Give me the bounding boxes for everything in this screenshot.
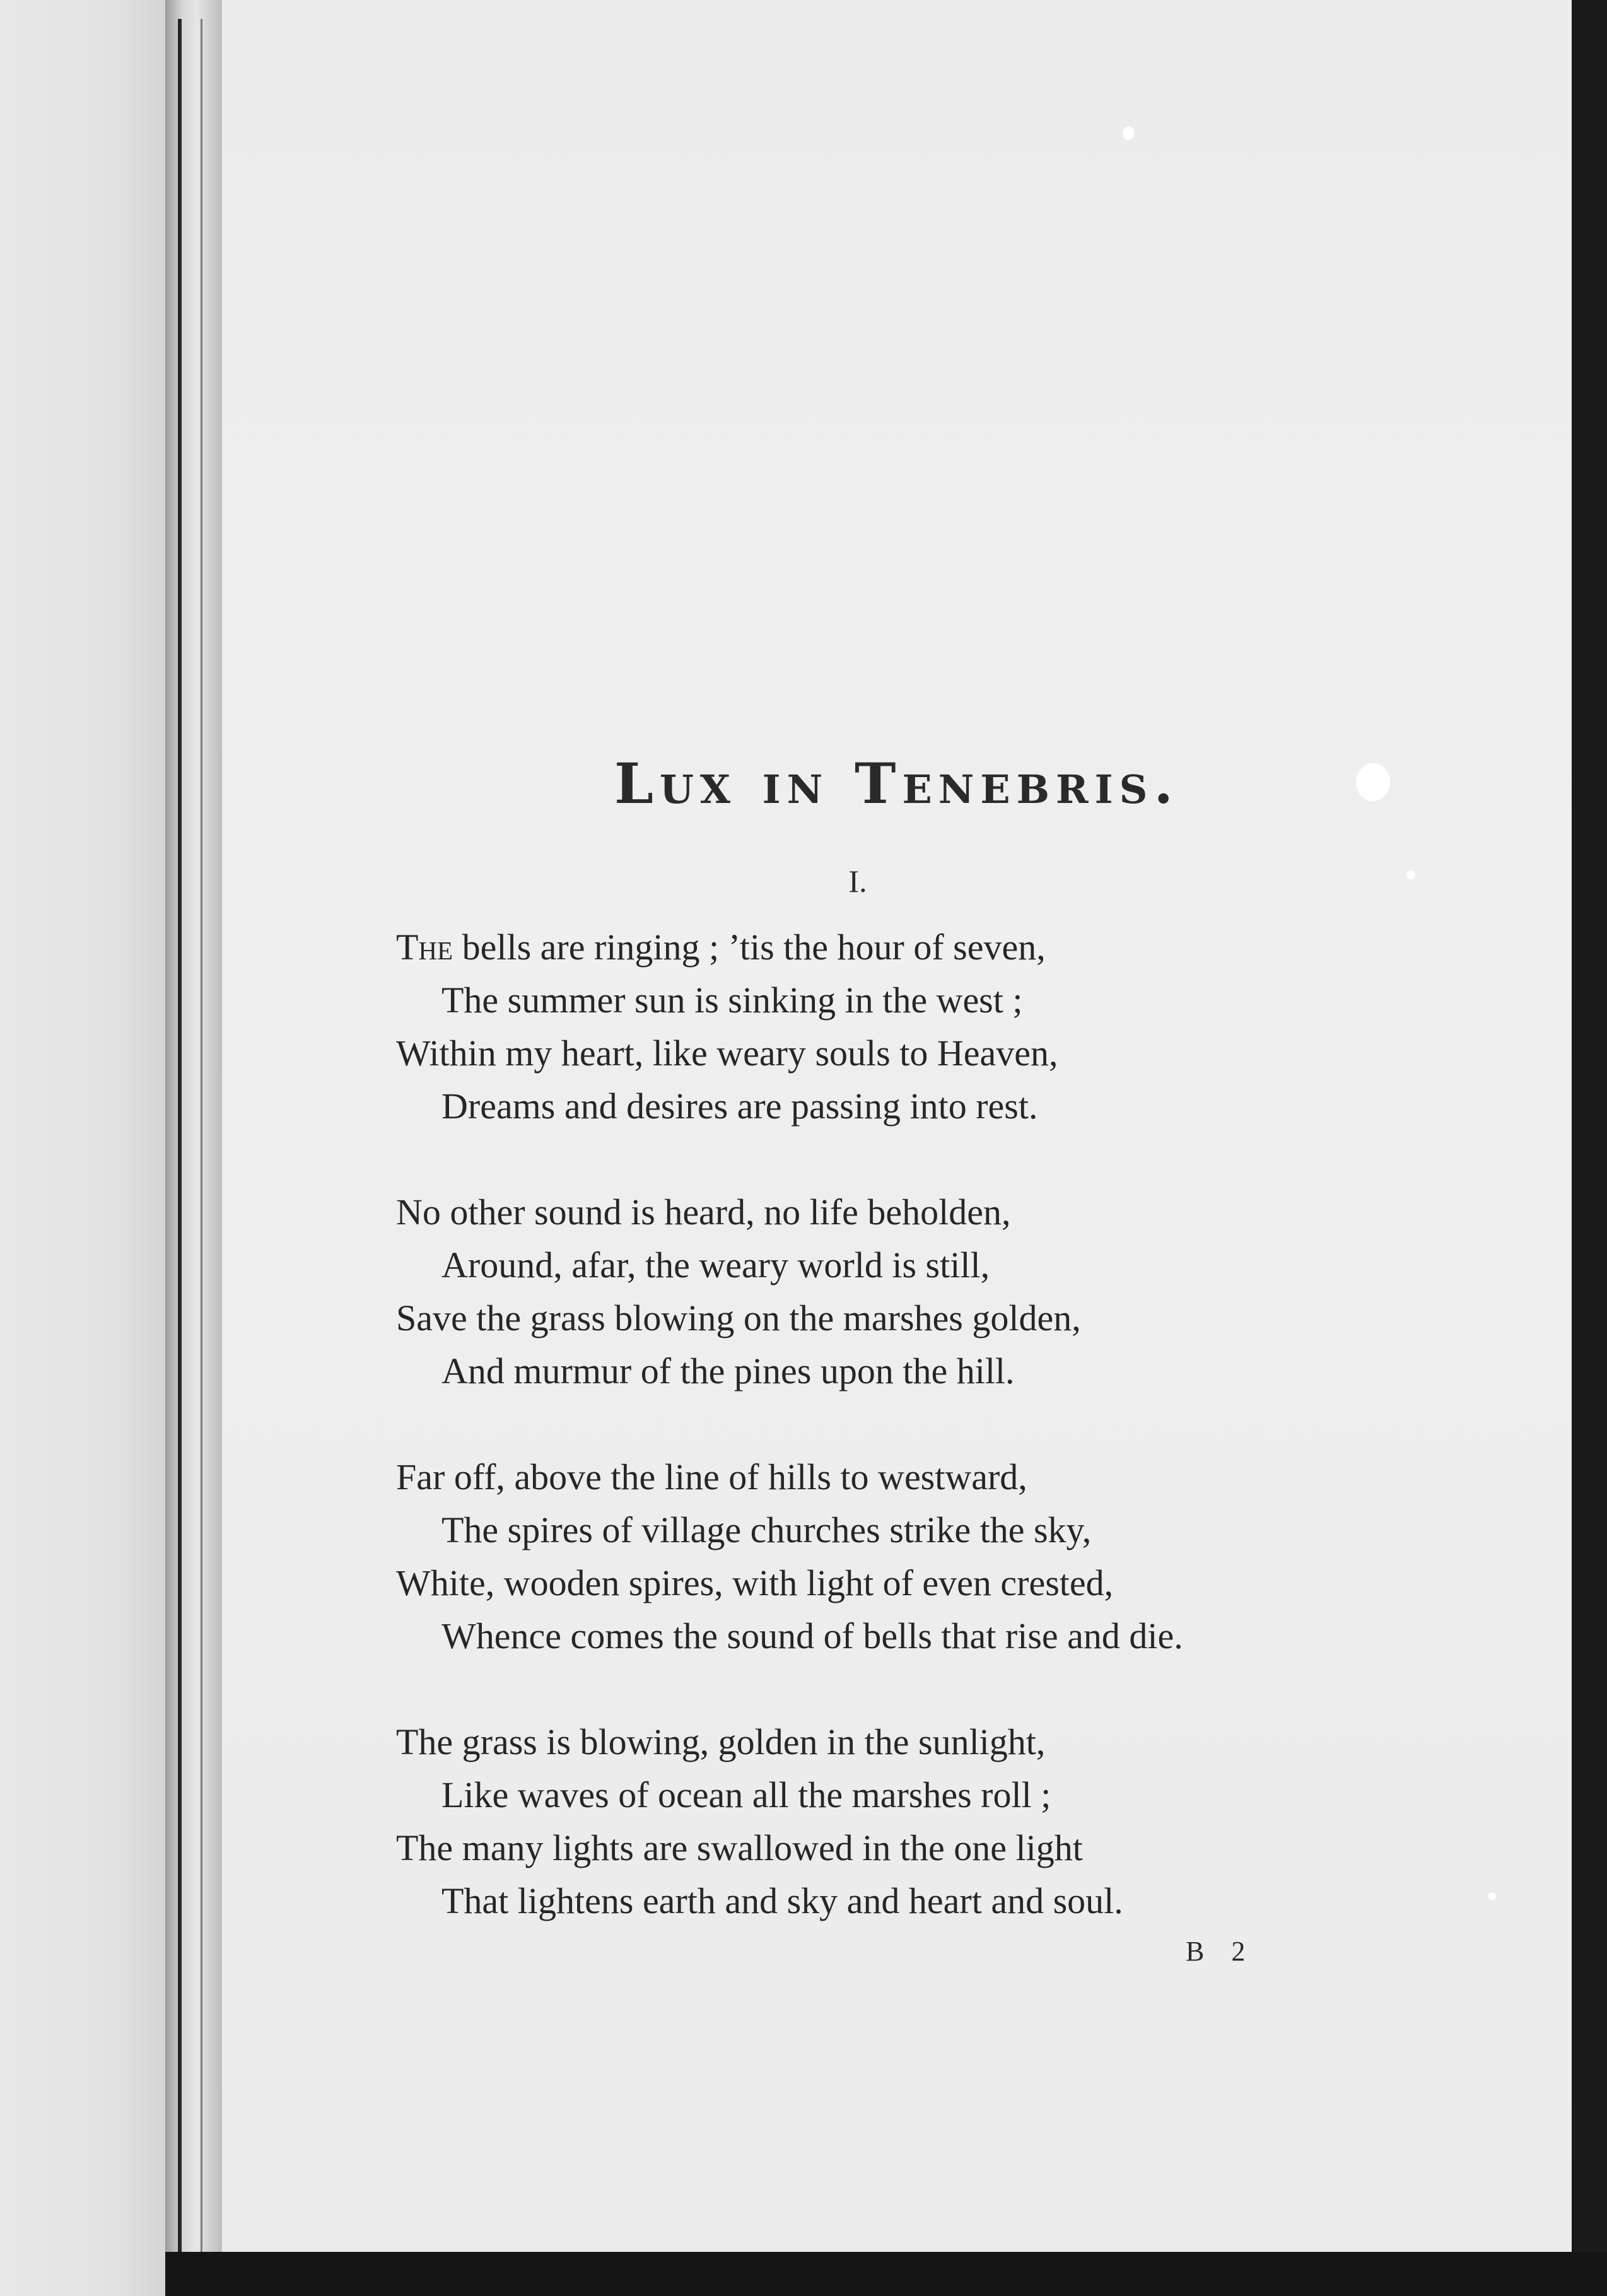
paper-speck: [1123, 126, 1134, 140]
poem-line: The summer sun is sinking in the west ;: [441, 980, 1023, 1021]
line-text: bells are ringing ; ’tis the hour of seven,: [453, 927, 1046, 968]
scan-border-right: [1572, 0, 1607, 2296]
poem-line: Far off, above the line of hills to westward,: [396, 1456, 1027, 1497]
paper-speck: [1488, 1892, 1496, 1900]
stanza: [396, 1186, 1468, 1398]
poem-body: [396, 921, 1468, 1928]
drop-word: The: [396, 927, 453, 968]
facing-page-left: [0, 0, 165, 2296]
poem-line: The many lights are swallowed in the one light: [396, 1827, 1083, 1868]
signature-mark: B 2: [1186, 1936, 1256, 1967]
poem-line: No other sound is heard, no life beholden,: [396, 1192, 1011, 1233]
poem-line: Dreams and desires are passing into rest.: [441, 1086, 1038, 1127]
poem-line: Around, afar, the weary world is still,: [441, 1245, 990, 1286]
stanza: [396, 1451, 1468, 1663]
stanza: [396, 1716, 1468, 1928]
poem-line: Like waves of ocean all the marshes roll ;: [441, 1774, 1051, 1815]
poem-line: [396, 921, 1468, 974]
poem-line: Whence comes the sound of bells that rise and die.: [441, 1615, 1183, 1656]
poem-line: Within my heart, like weary souls to Heaven,: [396, 1033, 1058, 1074]
book-gutter: [165, 0, 222, 2296]
poem-line: White, wooden spires, with light of even crested,: [396, 1562, 1114, 1603]
paper-speck: [1406, 870, 1415, 879]
section-number: I.: [848, 864, 867, 899]
gutter-shadow-line-secondary: [201, 19, 202, 2252]
stanza: [396, 921, 1468, 1133]
poem-line: Save the grass blowing on the marshes golden,: [396, 1297, 1081, 1338]
poem-line: And murmur of the pines upon the hill.: [441, 1350, 1015, 1391]
scan-border-bottom: [165, 2252, 1607, 2296]
poem-title: Lux in Tenebris.: [614, 751, 1179, 816]
poem-line: The grass is blowing, golden in the sunlight,: [396, 1721, 1046, 1762]
poem-line: That lightens earth and sky and heart and soul.: [441, 1880, 1123, 1921]
gutter-shadow-line: [178, 19, 182, 2252]
poem-line: The spires of village churches strike the sky,: [441, 1509, 1092, 1550]
